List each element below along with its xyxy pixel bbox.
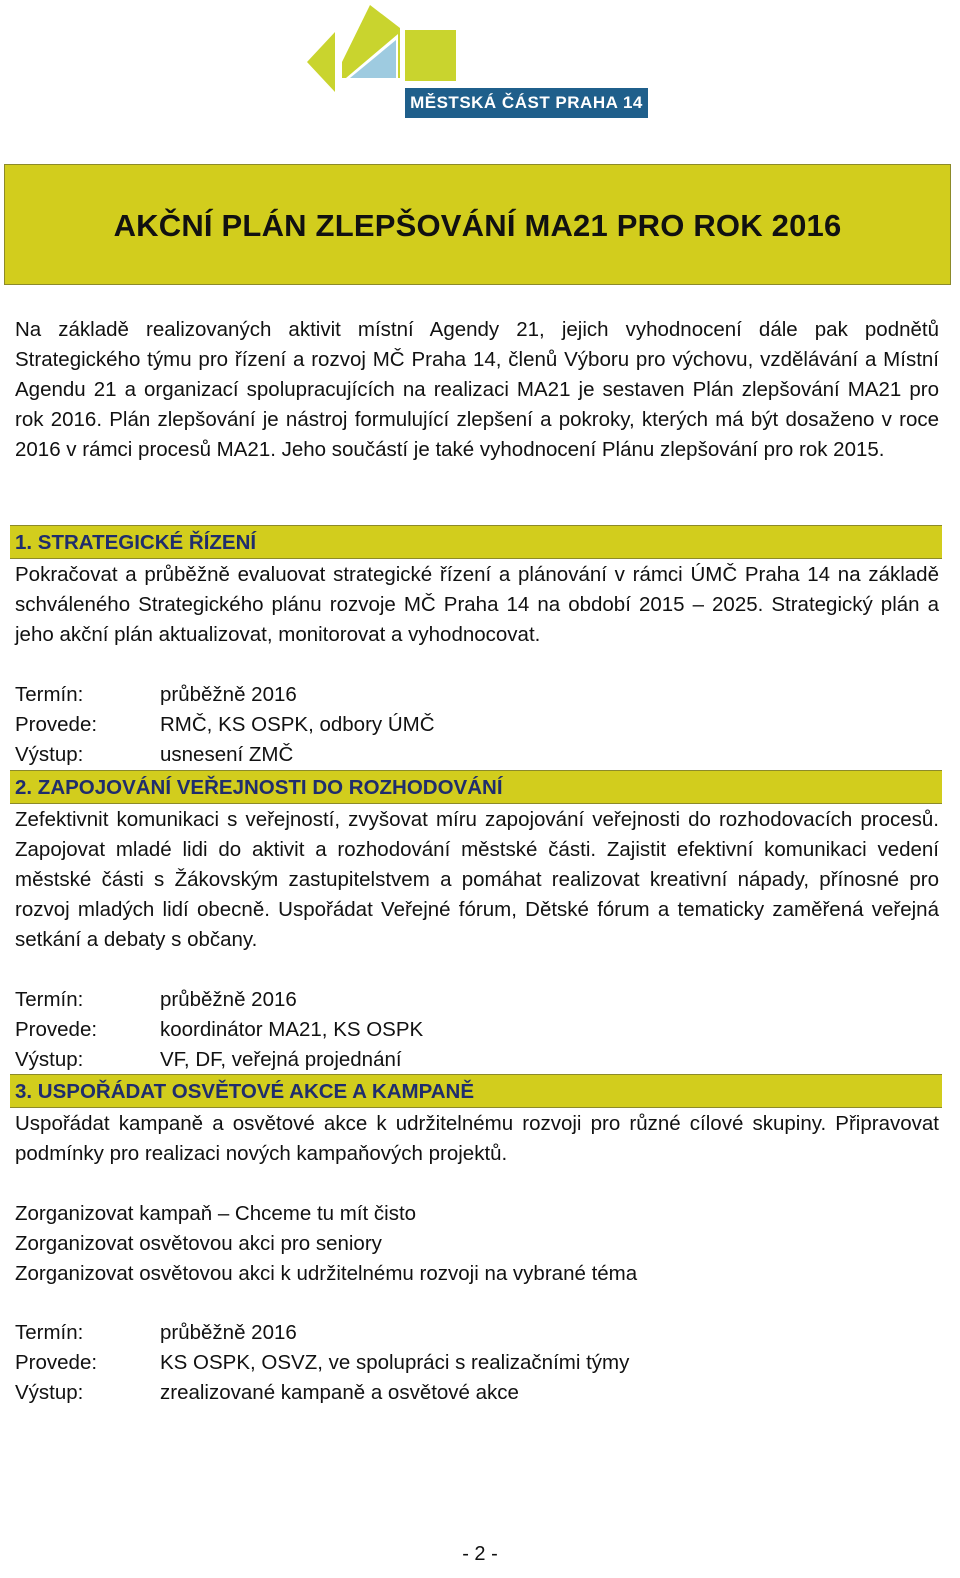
- list-item: Zorganizovat osvětovou akci pro seniory: [15, 1232, 382, 1255]
- section-paragraph: Uspořádat kampaně a osvětové akce k udržitelnému rozvoji pro různé cílové skupiny. Připravovat podmínky pro realizaci nových kampaňových projektů.: [15, 1112, 939, 1165]
- section-heading-1: [10, 525, 942, 559]
- list-item: Zorganizovat osvětovou akci k udržitelnému rozvoji na vybrané téma: [15, 1262, 638, 1285]
- section-heading-text: 2. ZAPOJOVÁNÍ VEŘEJNOSTI DO ROZHODOVÁNÍ: [15, 776, 503, 799]
- provede-row: [15, 1015, 939, 1045]
- section-heading-2: [10, 770, 942, 804]
- vystup-value: VF, DF, veřejná projednání: [160, 1048, 402, 1071]
- section-details-1: [15, 680, 939, 770]
- page-number: - 2 -: [462, 1543, 498, 1565]
- provede-label: Provede:: [15, 1351, 98, 1374]
- termin-value: průběžně 2016: [160, 1321, 297, 1344]
- provede-row: [15, 1348, 939, 1378]
- page-title: AKČNÍ PLÁN ZLEPŠOVÁNÍ MA21 PRO ROK 2016: [113, 207, 842, 243]
- intro-section: [15, 315, 939, 465]
- section-heading-text: 1. STRATEGICKÉ ŘÍZENÍ: [15, 531, 257, 554]
- termin-row: [15, 985, 939, 1015]
- termin-value: průběžně 2016: [160, 683, 297, 706]
- logo-text: MĚSTSKÁ ČÁST PRAHA 14: [405, 88, 648, 118]
- termin-label: Termín:: [15, 988, 84, 1011]
- provede-value: RMČ, KS OSPK, odbory ÚMČ: [160, 713, 435, 736]
- vystup-row: [15, 1045, 939, 1075]
- vystup-row: [15, 1378, 939, 1408]
- section-body-1: [15, 560, 939, 650]
- provede-label: Provede:: [15, 713, 98, 736]
- section-paragraph: Zefektivnit komunikaci s veřejností, zvyšovat míru zapojování veřejnosti do rozhodovacích procesů. Zapojovat mladé lidi do aktivit a rozhodování městské části. Zajistit efektivní komunikaci vedení městské části s Žákovským zastupitelstvem a pomáhat realizovat kreativní nápady, přínosné pro rozvoj mladých lidí obecně. Uspořádat Veřejné fórum, Dětské fórum a tematicky zaměřená veřejná setkání a debaty s občany.: [15, 808, 939, 951]
- provede-value: KS OSPK, OSVZ, ve spolupráci s realizačními týmy: [160, 1351, 630, 1374]
- termin-row: [15, 680, 939, 710]
- intro-paragraph: Na základě realizovaných aktivit místní Agendy 21, jejich vyhodnocení dále pak podnětů Strategického týmu pro řízení a rozvoj MČ Praha 14, členů Výboru pro výchovu, vzdělávání a Místní Agendu 21 a organizací spolupracujících na realizaci MA21 je sestaven Plán zlepšování MA21 pro rok 2016. Plán zlepšování je nástroj formulující zlepšení a pokroky, kterých má být dosaženo v roce 2016 v rámci procesů MA21. Jeho součástí je také vyhodnocení Plánu zlepšování pro rok 2015.: [15, 318, 939, 461]
- termin-label: Termín:: [15, 683, 84, 706]
- termin-label: Termín:: [15, 1321, 84, 1344]
- section-details-2: [15, 985, 939, 1075]
- termin-value: průběžně 2016: [160, 988, 297, 1011]
- list-item: Zorganizovat kampaň – Chceme tu mít čisto: [15, 1202, 417, 1225]
- vystup-label: Výstup:: [15, 743, 84, 766]
- section-details-3: [15, 1318, 939, 1408]
- section-body-3: [15, 1109, 939, 1169]
- section-items-3: [15, 1199, 939, 1289]
- vystup-value: usnesení ZMČ: [160, 743, 294, 766]
- section-paragraph: Pokračovat a průběžně evaluovat strategické řízení a plánování v rámci ÚMČ Praha 14 na základě schváleného Strategického plánu rozvoje MČ Praha 14 na období 2015 – 2025. Strategický plán a jeho akční plán aktualizovat, monitorovat a vyhodnocovat.: [15, 563, 939, 646]
- vystup-label: Výstup:: [15, 1048, 84, 1071]
- vystup-label: Výstup:: [15, 1381, 84, 1404]
- title-banner: [4, 164, 951, 285]
- termin-row: [15, 1318, 939, 1348]
- section-heading-text: 3. USPOŘÁDAT OSVĚTOVÉ AKCE A KAMPANĚ: [15, 1080, 475, 1103]
- vystup-value: zrealizované kampaně a osvětové akce: [160, 1381, 519, 1404]
- section-body-2: [15, 805, 939, 955]
- provede-label: Provede:: [15, 1018, 98, 1041]
- provede-row: [15, 710, 939, 740]
- provede-value: koordinátor MA21, KS OSPK: [160, 1018, 424, 1041]
- vystup-row: [15, 740, 939, 770]
- section-heading-3: [10, 1074, 942, 1108]
